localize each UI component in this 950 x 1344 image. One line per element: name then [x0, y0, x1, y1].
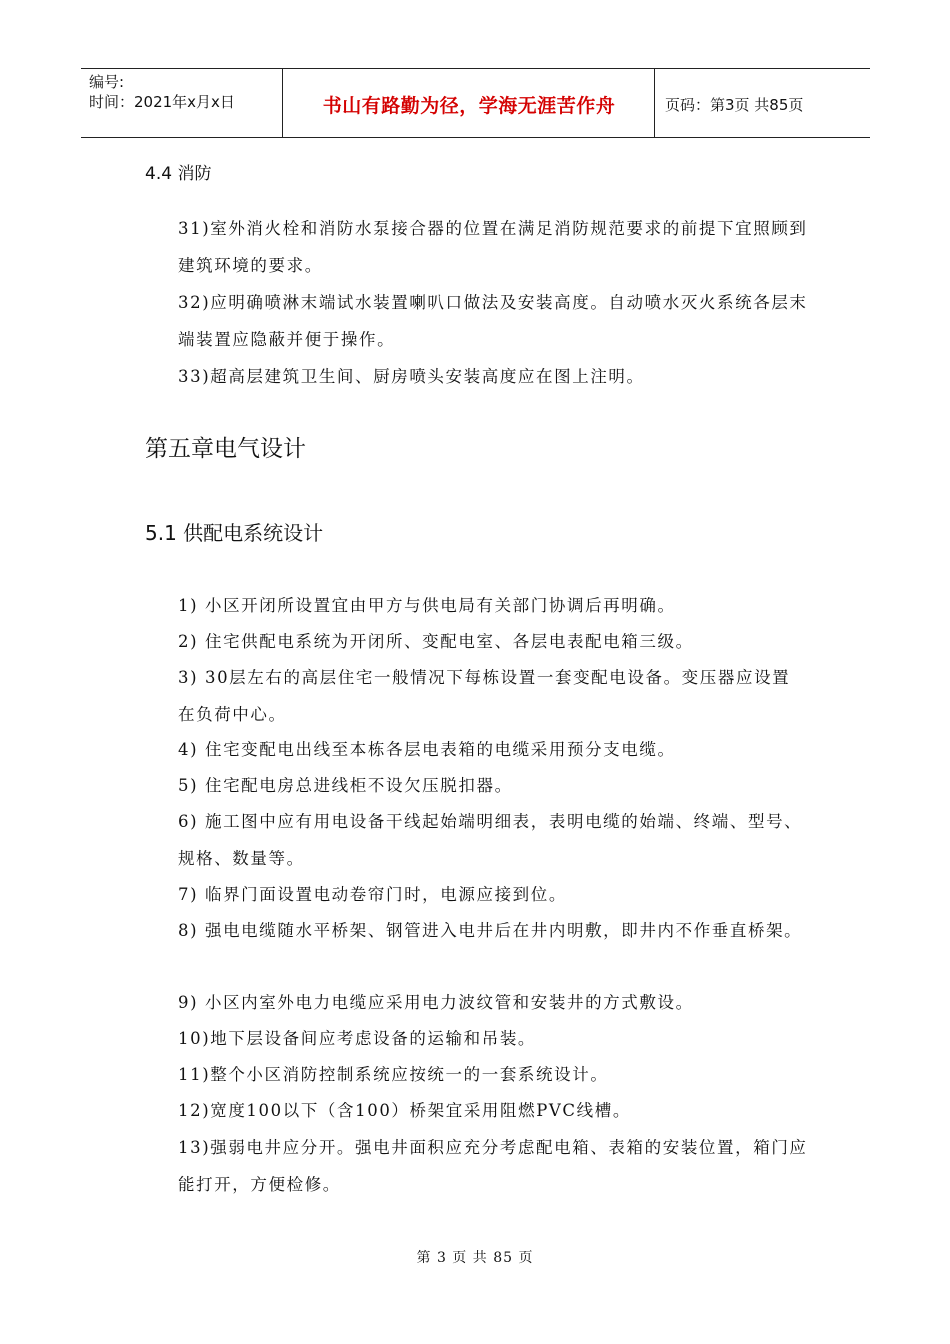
paragraph-11: 11)整个小区消防控制系统应按统一的一套系统设计。	[178, 1065, 609, 1084]
paragraph-13: 13)强弱电井应分开。强电井面积应充分考虑配电箱、表箱的安装位置，箱门应能打开，方便检修。	[178, 1138, 808, 1194]
section-title-power: 5.1 供配电系统设计	[145, 521, 324, 545]
document-number-label: 编号:	[89, 73, 125, 91]
paragraph-6: 6) 施工图中应有用电设备干线起始端明细表，表明电缆的始端、终端、型号、规格、数量等。	[178, 812, 803, 868]
paragraph-8: 8) 强电电缆随水平桥架、钢管进入电井后在井内明敷，即井内不作垂直桥架。	[178, 921, 803, 940]
header-motto-cell	[283, 69, 655, 137]
paragraph-33: 33)超高层建筑卫生间、厨房喷头安装高度应在图上注明。	[178, 367, 645, 386]
chapter-title: 第五章电气设计	[145, 436, 306, 462]
paragraph-2: 2) 住宅供配电系统为开闭所、变配电室、各层电表配电箱三级。	[178, 632, 694, 651]
section-title-fire: 4.4 消防	[145, 164, 212, 184]
paragraph-31: 31)室外消火栓和消防水泵接合器的位置在满足消防规范要求的前提下宜照顾到建筑环境的要求。	[178, 219, 808, 275]
page-header	[81, 68, 870, 138]
document-date-label: 时间：2021年x月x日	[89, 93, 235, 111]
paragraph-7: 7) 临界门面设置电动卷帘门时，电源应接到位。	[178, 885, 567, 904]
header-page-number: 页码：第3页 共85页	[665, 96, 804, 114]
header-page-cell	[655, 69, 870, 137]
paragraph-5: 5) 住宅配电房总进线柜不设欠压脱扣器。	[178, 776, 513, 795]
paragraph-10: 10)地下层设备间应考虑设备的运输和吊装。	[178, 1029, 537, 1048]
paragraph-9: 9) 小区内室外电力电缆应采用电力波纹管和安装井的方式敷设。	[178, 993, 694, 1012]
paragraph-12: 12)宽度100以下（含100）桥架宜采用阻燃PVC线槽。	[178, 1101, 631, 1120]
header-motto: 书山有路勤为径，学海无涯苦作舟	[322, 95, 616, 117]
page-footer: 第 3 页 共 85 页	[416, 1250, 534, 1266]
paragraph-4: 4) 住宅变配电出线至本栋各层电表箱的电缆采用预分支电缆。	[178, 740, 676, 759]
paragraph-1: 1) 小区开闭所设置宜由甲方与供电局有关部门协调后再明确。	[178, 596, 676, 615]
paragraph-32: 32)应明确喷淋末端试水装置喇叭口做法及安装高度。自动喷水灭火系统各层末端装置应隐蔽并便于操作。	[178, 293, 808, 349]
header-meta-cell	[81, 69, 283, 137]
paragraph-3: 3) 30层左右的高层住宅一般情况下每栋设置一套变配电设备。变压器应设置在负荷中心。	[178, 668, 791, 724]
